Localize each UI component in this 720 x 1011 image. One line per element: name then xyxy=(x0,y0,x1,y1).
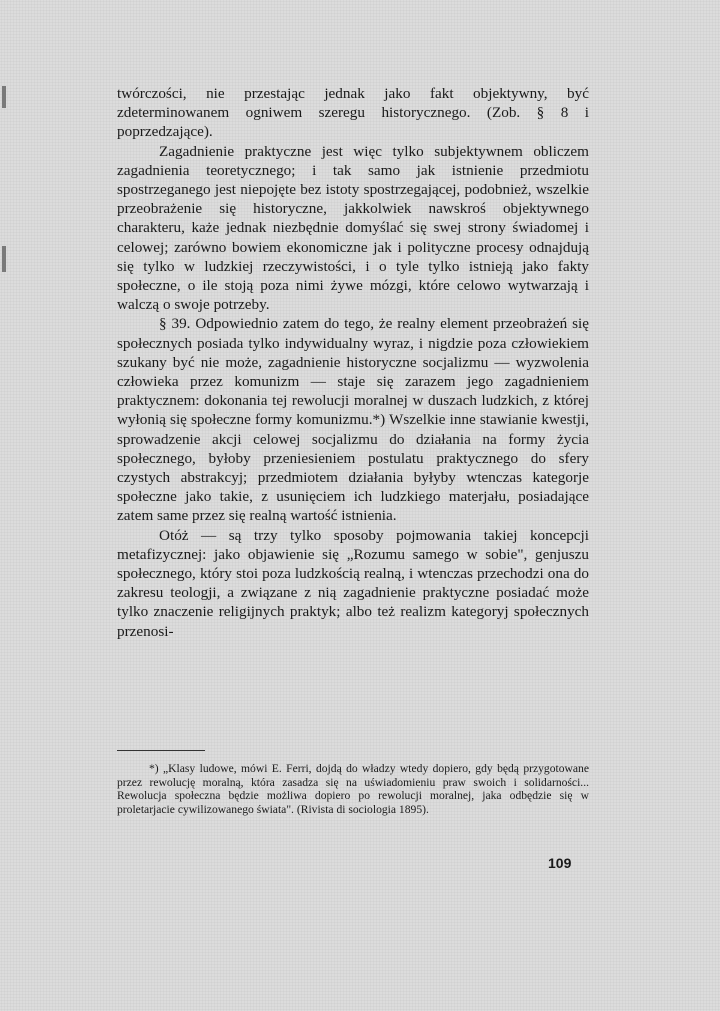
body-text xyxy=(117,84,589,641)
page-number: 109 xyxy=(548,855,572,871)
paragraph: Otóż — są trzy tylko sposoby pojmowania takiej koncepcji metafizycznej: jako objawienie się „Rozumu samego w sobie", genjuszu społecznego, który stoi poza ludzkością realną, i wtenczas przechodzi ona do zakresu teologji, a związane z nią zagadnienie praktyczne posiadać może tylko znaczenie religijnych praktyk; albo też realizm kategoryj społecznych przenosi- xyxy=(117,526,589,640)
footnote: *) „Klasy ludowe, mówi E. Ferri, dojdą do władzy wtedy dopiero, gdy będą przygotowane przez rewolucję moralną, która zasadza się na uświadomieniu praw swoich i solidarności... Rewolucja społeczna będzie możliwa dopiero po rewolucji moralnej, jaka odbędzie się w proletarjacie cywilizowanego świata". (Rivista di sociologia 1895). xyxy=(117,762,589,816)
binding-edge-mark xyxy=(2,86,6,108)
binding-edge-mark xyxy=(2,246,6,272)
paragraph: Zagadnienie praktyczne jest więc tylko subjektywnem obliczem zagadnienia teoretycznego; i tak samo jak istnienie przedmiotu spostrzeganego jest niepojęte bez istoty spostrzegającej, podobnież, wszelkie przeobrażenie się historyczne, jakkolwiek nawskroś objektywnego charakteru, każe jednak niezbędnie domyślać się swej strony świadomej i celowej; zarówno bowiem ekonomiczne jak i polityczne procesy odnajdują się tylko w ludzkiej rzeczywistości, i o tyle tylko istnieją jako fakty społeczne, o ile stoją poza nimi żywe mózgi, które celowo wytwarzają i walczą o swoje potrzeby. xyxy=(117,142,589,314)
paragraph: § 39. Odpowiednio zatem do tego, że realny element przeobrażeń się społecznych posiada tylko indywidualny wyraz, i nigdzie poza człowiekiem szukany być nie może, zagadnienie historyczne socjalizmu — wyzwolenia człowieka przez komunizm — staje się zarazem jego zagadnieniem praktycznem: dokonania tej rewolucji moralnej w duszach ludzkich, z której wyłonią się społeczne formy komunizmu.*) Wszelkie inne stawianie kwestji, sprowadzenie akcji celowej socjalizmu do działania na formy życia społecznego, byłoby przeniesieniem postulatu praktycznego do sfery czystych abstrakcyj; przedmiotem działania byłyby wtenczas kategorje społeczne jako takie, z usunięciem ich ludzkiego materjału, posiadające zatem same przez się realną wartość istnienia. xyxy=(117,315,589,525)
paragraph: twórczości, nie przestając jednak jako fakt objektywny, być zdeterminowanem ogniwem szeregu historycznego. (Zob. § 8 i poprzedzające). xyxy=(117,85,589,141)
footnote-divider xyxy=(117,750,205,751)
